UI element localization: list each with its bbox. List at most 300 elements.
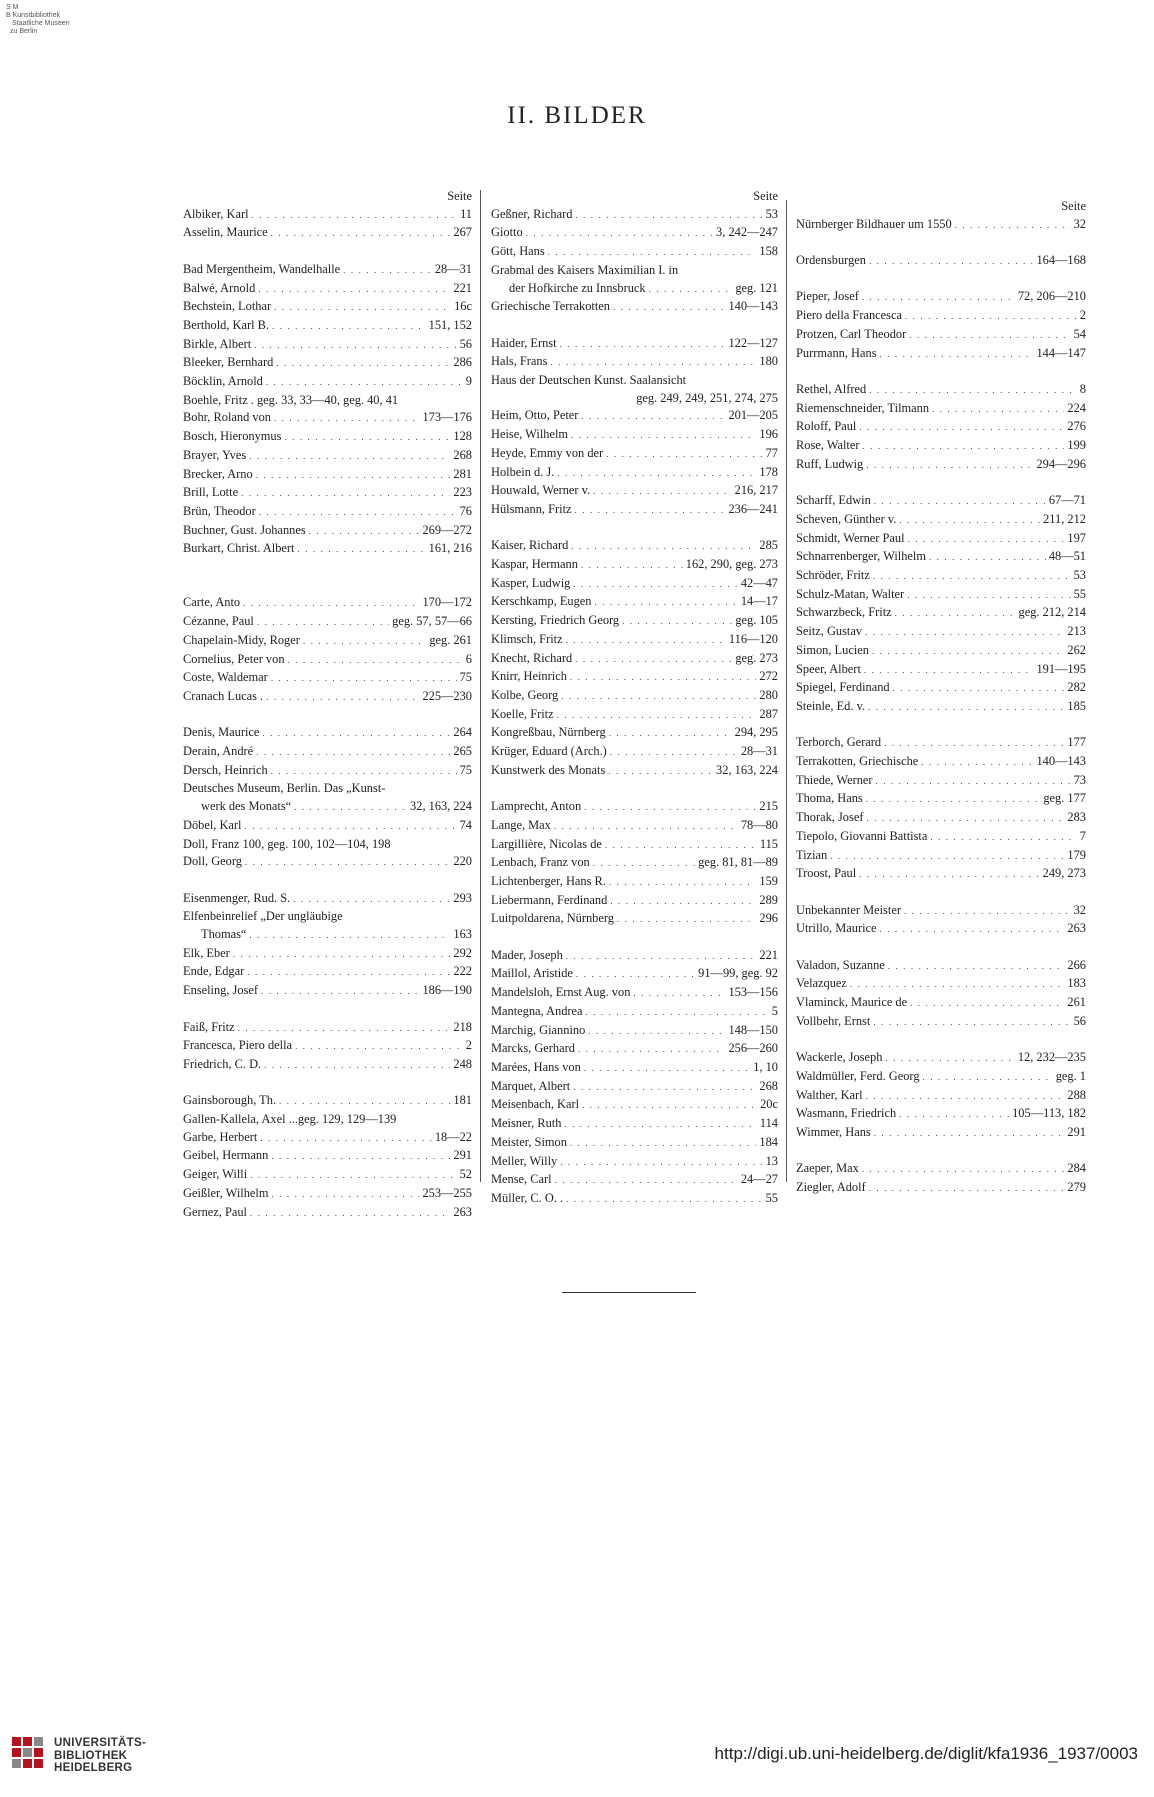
entry-name: Kaiser, Richard (491, 538, 569, 553)
dot-leader (256, 744, 450, 762)
entry-name: Asselin, Maurice (183, 225, 268, 240)
dot-leader (571, 538, 756, 556)
index-entry (491, 1153, 778, 1172)
index-entry (183, 853, 472, 872)
column-divider (480, 190, 481, 1182)
index-entry (796, 698, 1086, 717)
source-url[interactable]: http://digi.ub.uni-heidelberg.de/diglit/kfa1936_1937/0003 (714, 1744, 1138, 1763)
entry-name: Liebermann, Ferdinand (491, 892, 608, 907)
dot-leader (271, 1148, 450, 1166)
entry-name: Schröder, Fritz (796, 568, 870, 582)
entry-name: Walther, Karl (796, 1087, 863, 1102)
index-entry (491, 407, 778, 426)
entry-pages: 55 (1073, 586, 1086, 601)
entry-gap (183, 1075, 472, 1093)
dot-leader (895, 605, 1016, 623)
entry-pages: 248 (453, 1056, 472, 1071)
dot-leader (575, 651, 732, 669)
entry-pages: 78—80 (740, 817, 778, 832)
index-entry (491, 965, 778, 984)
entry-name: Troost, Paul (796, 866, 857, 881)
dot-leader (880, 921, 1065, 939)
entry-name: Kerschkamp, Eugen (491, 594, 592, 609)
index-entry (183, 1166, 472, 1185)
dot-leader (576, 966, 695, 984)
entry-name: Griechische Terrakotten (491, 299, 610, 314)
index-entry (183, 963, 472, 982)
index-entry (796, 734, 1086, 753)
page-title: II. BILDER (507, 102, 647, 129)
entry-name: Kaspar, Hermann (491, 557, 578, 572)
entry-name: Meisner, Ruth (491, 1116, 562, 1131)
stamp-line: S M (6, 4, 19, 11)
entry-pages: 54 (1073, 326, 1086, 341)
entry-name: Döbel, Karl (183, 817, 242, 832)
index-entry (491, 1171, 778, 1190)
entry-pages: 163 (453, 927, 472, 942)
entry-pages: 196 (759, 427, 778, 442)
index-entry (491, 1022, 778, 1041)
index-entry (796, 400, 1086, 419)
dot-leader (862, 289, 1015, 307)
index-entry (796, 288, 1086, 307)
entry-pages: 262 (1067, 642, 1086, 657)
entry-name: Haider, Ernst (491, 335, 557, 350)
entry-name: Simon, Lucien (796, 642, 869, 657)
entry-pages: 269—272 (422, 522, 472, 537)
entry-name: Kunstwerk des Monats (491, 762, 606, 777)
entry-name: Bohr, Roland von (183, 410, 271, 425)
entry-gap (796, 1032, 1086, 1050)
entry-pages: 28—31 (434, 261, 472, 276)
entry-pages: 74 (459, 817, 472, 832)
entry-name: Rose, Walter (796, 438, 860, 453)
entry-name: Albiker, Karl (183, 206, 249, 221)
seite-header: Seite (447, 189, 472, 203)
entry-pages: geg. 1 (1055, 1068, 1086, 1083)
index-entry (183, 224, 472, 243)
index-entry (491, 892, 778, 911)
entry-pages: 294—296 (1036, 456, 1086, 471)
entry-pages: 261 (1067, 995, 1086, 1010)
index-entry (491, 817, 778, 836)
entry-name: Spiegel, Ferdinand (796, 680, 890, 695)
entry-name: Zaeper, Max (796, 1161, 859, 1176)
entry-list (796, 216, 1086, 1198)
entry-pages: 221 (759, 947, 778, 962)
entry-pages: 279 (1067, 1180, 1086, 1195)
dot-leader (578, 1041, 725, 1059)
index-entry (491, 335, 778, 354)
entry-name: Speer, Albert (796, 661, 861, 676)
entry-gap (183, 243, 472, 261)
dot-leader (830, 848, 1064, 866)
dot-leader (258, 281, 450, 299)
entry-name: Eisenmenger, Rud. S. (183, 890, 291, 905)
entry-name: Klimsch, Fritz (491, 631, 563, 646)
entry-pages: 199 (1067, 438, 1086, 453)
entry-name: Wasmann, Friedrich (796, 1106, 897, 1121)
index-entry (183, 926, 472, 945)
dot-leader (295, 1038, 463, 1056)
dot-leader (266, 689, 419, 707)
index-entry (796, 511, 1086, 530)
entry-pages: geg. 212, 214 (1018, 605, 1086, 620)
dot-leader (570, 669, 757, 687)
entry-name: Cornelius, Peter von (183, 651, 285, 666)
entry-name: Scheven, Günther v. (796, 511, 897, 526)
entry-name: Terrakotten, Griechische (796, 754, 919, 769)
entry-name: Burkart, Christ. Albert (183, 541, 295, 556)
dot-leader (250, 1205, 450, 1223)
entry-name: Wimmer, Hans (796, 1125, 871, 1140)
entry-pages: 272 (759, 669, 778, 684)
index-entry (491, 482, 778, 501)
end-rule (562, 1292, 696, 1293)
entry-pages: 128 (453, 429, 472, 444)
entry-pages: 213 (1067, 624, 1086, 639)
entry-pages: 264 (453, 725, 472, 740)
dot-leader (245, 818, 457, 836)
index-entry (491, 224, 778, 243)
index-entry (796, 604, 1086, 623)
entry-pages: 186—190 (422, 983, 472, 998)
index-entry (491, 631, 778, 650)
entry-name: Dersch, Heinrich (183, 762, 268, 777)
entry-name: Gött, Hans (491, 244, 545, 259)
dot-leader (298, 541, 426, 559)
entry-name: Marcks, Gerhard (491, 1041, 575, 1056)
entry-pages: 249, 273 (1042, 866, 1086, 881)
entry-name: Gainsborough, Th. (183, 1093, 277, 1108)
entry-pages: 265 (453, 744, 472, 759)
index-entry (491, 910, 778, 929)
dot-leader (560, 1154, 762, 1172)
index-entry (183, 594, 472, 613)
entry-name: Marchig, Giannino (491, 1022, 586, 1037)
entry-name: Lange, Max (491, 817, 551, 832)
entry-list (491, 206, 778, 1209)
index-entry (796, 492, 1086, 511)
index-entry (796, 437, 1086, 456)
dot-leader (279, 1093, 450, 1111)
index-entry (491, 243, 778, 262)
entry-name: Boehle, Fritz . geg. 33, 33—40, geg. 40, 41 (183, 392, 399, 407)
index-entry (183, 409, 472, 428)
entry-name: Elk, Eber (183, 945, 230, 960)
index-entry (183, 466, 472, 485)
entry-pages: geg. 177 (1043, 791, 1086, 806)
entry-name: Tizian (796, 847, 828, 862)
dot-leader (899, 1106, 1009, 1124)
index-entry (491, 743, 778, 762)
entry-gap (491, 520, 778, 538)
dot-leader (566, 1191, 762, 1209)
entry-pages: 280 (759, 687, 778, 702)
entry-name: Thiede, Werner (796, 772, 873, 787)
entry-name: Heise, Wilhelm (491, 427, 569, 442)
index-entry (796, 1160, 1086, 1179)
index-entry (796, 1105, 1086, 1124)
library-stamp (6, 4, 70, 36)
entry-pages: 14—17 (740, 594, 778, 609)
entry-name: Lichtenberger, Hans R. (491, 873, 606, 888)
dot-leader (566, 948, 757, 966)
entry-pages: 2 (1079, 308, 1086, 323)
index-entry (491, 464, 778, 483)
index-entry (796, 828, 1086, 847)
entry-pages: 181 (453, 1093, 472, 1108)
dot-leader (571, 427, 756, 445)
dot-leader (873, 568, 1071, 586)
index-entry (491, 1115, 778, 1134)
entry-name: Mandelsloh, Ernst Aug. von (491, 985, 631, 1000)
dot-leader (617, 911, 756, 929)
entry-name: Valadon, Suzanne (796, 957, 885, 972)
index-entry (796, 252, 1086, 271)
index-entry (183, 261, 472, 280)
index-entry (796, 679, 1086, 698)
entry-name: Waldmüller, Ferd. Georg (796, 1068, 920, 1083)
entry-name: Heim, Otto, Peter (491, 408, 579, 423)
entry-pages: 294, 295 (734, 725, 778, 740)
index-entry-text: Elfenbeinrelief „Der ungläubige (183, 909, 343, 924)
entry-name: Francesca, Piero della (183, 1038, 293, 1053)
entry-name: Hülsmann, Fritz (491, 501, 572, 516)
entry-pages: 281 (453, 466, 472, 481)
entry-name: Carte, Anto (183, 595, 241, 610)
index-entry (796, 345, 1086, 364)
dot-leader (288, 652, 463, 670)
index-entry (183, 484, 472, 503)
index-entry (491, 575, 778, 594)
entry-pages: 282 (1067, 680, 1086, 695)
index-entry (491, 1059, 778, 1078)
index-column-1 (183, 188, 472, 1222)
entry-name: Brün, Theodor (183, 503, 256, 518)
entry-name: Scharff, Edwin (796, 493, 871, 508)
entry-name: Faiß, Fritz (183, 1019, 235, 1034)
dot-leader (241, 485, 450, 503)
dot-leader (261, 983, 419, 1001)
entry-pages: 276 (1067, 419, 1086, 434)
entry-name: Largillière, Nicolas de (491, 836, 602, 851)
index-entry (491, 687, 778, 706)
index-entry (796, 772, 1086, 791)
entry-name: Purrmann, Hans (796, 345, 877, 360)
index-entry (491, 1003, 778, 1022)
index-entry (491, 206, 778, 225)
index-entry (491, 280, 778, 299)
entry-pages: 75 (459, 762, 472, 777)
index-entry (183, 724, 472, 743)
index-entry (491, 873, 778, 892)
entry-gap (796, 717, 1086, 735)
index-entry (491, 537, 778, 556)
dot-leader (955, 217, 1071, 235)
dot-leader (907, 587, 1070, 605)
entry-name: Cranach Lucas . (183, 688, 264, 703)
entry-pages: 283 (1067, 810, 1086, 825)
dot-leader (633, 985, 725, 1003)
index-entry (183, 280, 472, 299)
dot-leader (259, 504, 457, 522)
index-entry (183, 798, 472, 817)
entry-pages: 153—156 (728, 985, 778, 1000)
entry-name: Utrillo, Maurice (796, 921, 877, 936)
entry-name: Thorak, Josef (796, 810, 864, 825)
index-column-2 (491, 188, 778, 1209)
dot-leader (581, 408, 725, 426)
entry-name: Kersting, Friedrich Georg (491, 613, 620, 628)
entry-gap (491, 317, 778, 335)
university-library-logo-icon (10, 1735, 46, 1771)
dot-leader (584, 799, 756, 817)
index-entry (491, 984, 778, 1003)
entry-name: Birkle, Albert (183, 336, 252, 351)
entry-pages: 122—127 (728, 335, 778, 350)
entry-pages: 266 (1067, 957, 1086, 972)
entry-name: Balwé, Arnold (183, 280, 256, 295)
entry-pages: 221 (453, 280, 472, 295)
dot-leader (588, 1023, 725, 1041)
entry-name: Maillol, Aristide (491, 966, 573, 981)
entry-gap (491, 780, 778, 798)
entry-pages: 67—71 (1048, 493, 1086, 508)
dot-leader (566, 632, 726, 650)
index-entry (491, 706, 778, 725)
entry-pages: geg. 81, 81—89 (698, 855, 778, 870)
index-entry (183, 392, 472, 410)
index-entry (183, 1092, 472, 1111)
entry-pages: 268 (453, 447, 472, 462)
dot-leader (581, 557, 683, 575)
entry-pages: 197 (1067, 530, 1086, 545)
entry-name: Schnarrenberger, Wilhelm (796, 549, 926, 564)
dot-leader (874, 493, 1046, 511)
entry-pages: 288 (1067, 1087, 1086, 1102)
entry-name: Buchner, Gust. Johannes (183, 522, 306, 537)
entry-pages: 191—195 (1036, 661, 1086, 676)
index-entry (491, 1040, 778, 1059)
index-entry (183, 651, 472, 670)
index-entry (183, 836, 472, 854)
entry-name: Ende, Edgar (183, 964, 245, 979)
entry-pages: 77 (765, 445, 778, 460)
index-entry (796, 307, 1086, 326)
index-entry (796, 661, 1086, 680)
entry-name: Müller, C. O. . (491, 1190, 564, 1205)
dot-leader (555, 1172, 738, 1190)
entry-pages: 28—31 (740, 744, 778, 759)
entry-name: Marées, Hans von (491, 1059, 581, 1074)
index-entry (491, 501, 778, 520)
entry-pages: 177 (1067, 735, 1086, 750)
index-entry (491, 1096, 778, 1115)
dot-leader (866, 457, 1033, 475)
entry-pages: 225—230 (422, 688, 472, 703)
index-entry (796, 1013, 1086, 1032)
index-entry (796, 957, 1086, 976)
logo-line: HEIDELBERG (54, 1762, 133, 1774)
dot-leader (888, 958, 1065, 976)
index-entry (796, 994, 1086, 1013)
index-entry (491, 762, 778, 781)
entry-name: Lenbach, Franz von (491, 855, 590, 870)
entry-pages: 170—172 (422, 595, 472, 610)
dot-leader (584, 1060, 750, 1078)
entry-pages: 140—143 (1036, 754, 1086, 769)
dot-leader (864, 662, 1034, 680)
entry-pages: 267 (453, 225, 472, 240)
entry-name: Roloff, Paul (796, 419, 857, 434)
dot-leader (272, 1186, 420, 1204)
entry-name: Bad Mergentheim, Wandelhalle (183, 261, 341, 276)
entry-name: Terborch, Gerard (796, 735, 882, 750)
dot-leader (893, 680, 1065, 698)
index-entry (796, 623, 1086, 642)
dot-leader (586, 1004, 769, 1022)
entry-pages: 9 (465, 374, 472, 389)
index-entry (796, 216, 1086, 235)
entry-pages: 268 (759, 1078, 778, 1093)
dot-leader (862, 1161, 1065, 1179)
index-entry (183, 1037, 472, 1056)
entry-pages: 162, 290, geg. 273 (685, 557, 778, 572)
entry-name: Schmidt, Werner Paul (796, 530, 905, 545)
entry-name: Protzen, Carl Theodor (796, 326, 907, 341)
entry-name: Brayer, Yves (183, 447, 247, 462)
dot-leader (622, 613, 732, 631)
entry-pages: 55 (765, 1190, 778, 1205)
entry-pages: geg. 273 (735, 650, 778, 665)
index-entry (796, 865, 1086, 884)
entry-pages: 236—241 (728, 501, 778, 516)
entry-name: Vollbehr, Ernst (796, 1013, 871, 1028)
entry-pages: 216, 217 (734, 483, 778, 498)
entry-pages: 75 (459, 670, 472, 685)
index-entry (796, 642, 1086, 661)
entry-name: Piero della Francesca (796, 308, 902, 323)
entry-name: Bleeker, Bernhard (183, 355, 274, 370)
entry-pages: 11 (460, 206, 472, 221)
index-entry (491, 724, 778, 743)
entry-pages: 56 (1073, 1013, 1086, 1028)
entry-name: Heyde, Emmy von der (491, 445, 604, 460)
stamp-line: Staatliche Museen (12, 20, 70, 27)
index-entry (796, 418, 1086, 437)
dot-leader (526, 225, 713, 243)
index-entry (491, 1078, 778, 1097)
entry-pages: 291 (453, 1148, 472, 1163)
entry-name: Bosch, Hieronymus (183, 429, 282, 444)
index-entry-text: geg. 249, 249, 251, 274, 275 (636, 390, 778, 405)
dot-leader (932, 401, 1064, 419)
index-entry (183, 669, 472, 688)
entry-pages: geg. 105 (735, 613, 778, 628)
entry-pages: 224 (1067, 400, 1086, 415)
dot-leader (608, 763, 713, 781)
dot-leader (929, 549, 1046, 567)
index-entry (796, 920, 1086, 939)
entry-pages: 6 (465, 651, 472, 666)
entry-gap (796, 1143, 1086, 1161)
index-entry (796, 381, 1086, 400)
index-entry (183, 817, 472, 836)
entry-name: Unbekannter Meister (796, 902, 901, 917)
dot-leader (573, 1079, 756, 1097)
entry-pages: 114 (759, 1116, 778, 1131)
